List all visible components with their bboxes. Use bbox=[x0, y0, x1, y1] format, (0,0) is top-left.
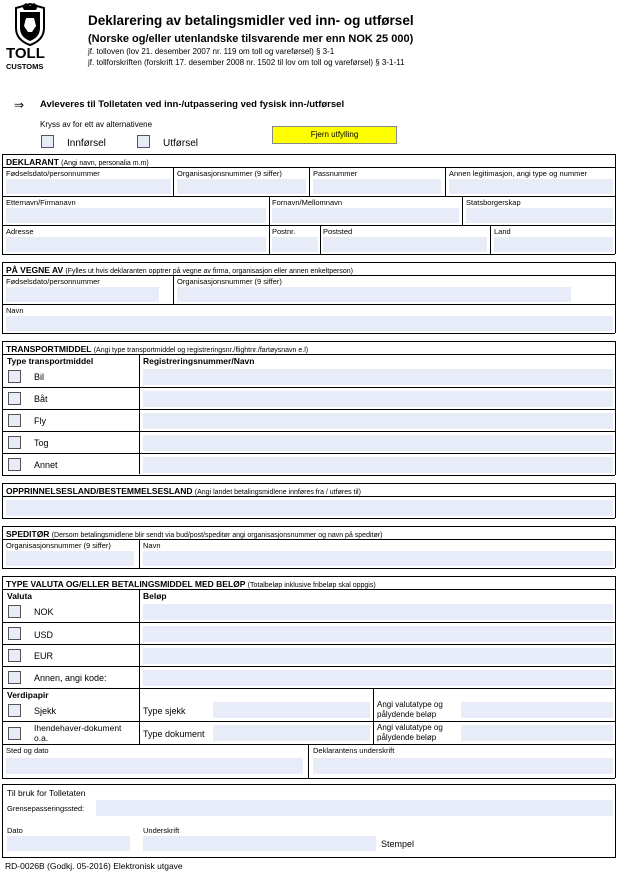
origin-country-field[interactable] bbox=[6, 500, 613, 516]
transport-car-field[interactable] bbox=[143, 369, 613, 385]
declarant-surname-label: Etternavn/Firmanavn bbox=[6, 198, 76, 207]
origin-hint: (Angi landet betalingsmidlene innføres fra / utføres til) bbox=[194, 489, 361, 496]
logo-customs: CUSTOMS bbox=[6, 62, 44, 71]
behalf-org-label: Organisasjonsnummer (9 siffer) bbox=[177, 277, 282, 286]
declarant-firstname-label: Fornavn/Mellomnavn bbox=[272, 198, 343, 207]
currency-usd-checkbox[interactable] bbox=[8, 627, 21, 640]
transport-plane-label: Fly bbox=[34, 416, 46, 426]
declarant-header bbox=[6, 157, 149, 167]
doc-type-label: Type dokument bbox=[143, 729, 205, 739]
forwarder-header bbox=[6, 529, 382, 539]
transport-boat-label: Båt bbox=[34, 394, 48, 404]
import-label: Innførsel bbox=[67, 138, 106, 149]
crossing-field[interactable] bbox=[96, 800, 613, 816]
cheque-currency-label: Angi valutatype og pålydende beløp bbox=[377, 700, 443, 719]
transport-other-field[interactable] bbox=[143, 457, 613, 473]
transport-plane-field[interactable] bbox=[143, 413, 613, 429]
currency-usd-label: USD bbox=[34, 630, 54, 640]
customs-date-label: Dato bbox=[7, 826, 23, 835]
declarant-org-label: Organisasjonsnummer (9 siffer) bbox=[177, 169, 282, 178]
forwarder-hint: (Dersom betalingsmidlene blir sendt via bud/post/speditør angi organisasjonsnummer og navn på speditør) bbox=[51, 532, 383, 539]
transport-car-checkbox[interactable] bbox=[8, 370, 21, 383]
legal-ref-2: jf. tollforskriften (forskrift 17. desember 2008 nr. 1502 til lov om toll og vareførsel) § 3-1-11 bbox=[88, 58, 405, 67]
customs-title: Til bruk for Tolletaten bbox=[7, 788, 86, 798]
check-hint: Kryss av for ett av alternativene bbox=[40, 120, 153, 129]
transport-boat-field[interactable] bbox=[143, 391, 613, 407]
coat-of-arms-icon bbox=[8, 2, 52, 46]
currency-col-amount: Beløp bbox=[143, 591, 167, 601]
currency-eur-field[interactable] bbox=[143, 648, 613, 664]
cheque-type-label: Type sjekk bbox=[143, 706, 186, 716]
customs-date-field[interactable] bbox=[7, 836, 130, 851]
place-date-label: Sted og dato bbox=[6, 746, 49, 755]
declarant-firstname-field[interactable] bbox=[272, 208, 459, 223]
currency-other-checkbox[interactable] bbox=[8, 671, 21, 684]
stamp-label: Stempel bbox=[381, 839, 415, 849]
origin-title: OPPRINNELSESLAND/BESTEMMELSESLAND bbox=[6, 486, 193, 496]
currency-eur-checkbox[interactable] bbox=[8, 649, 21, 662]
transport-train-label: Tog bbox=[34, 438, 49, 448]
declarant-citizenship-field[interactable] bbox=[466, 208, 613, 223]
currency-nok-field[interactable] bbox=[143, 604, 613, 620]
currency-other-label: Annen, angi kode: bbox=[34, 673, 107, 683]
behalf-org-field[interactable] bbox=[177, 287, 571, 302]
declarant-hint: (Angi navn, personalia m.m) bbox=[61, 160, 149, 167]
clear-form-button[interactable]: Fjern utfylling bbox=[272, 126, 397, 144]
currency-eur-label: EUR bbox=[34, 651, 54, 661]
doc-currency-label: Angi valutatype og pålydende beløp bbox=[377, 723, 443, 742]
currency-nok-label: NOK bbox=[34, 607, 54, 617]
declarant-postno-field[interactable] bbox=[272, 237, 318, 252]
currency-col-valuta: Valuta bbox=[7, 591, 33, 601]
currency-other-field[interactable] bbox=[143, 670, 613, 686]
currency-header bbox=[6, 579, 376, 589]
declarant-org-field[interactable] bbox=[177, 179, 306, 194]
logo-toll: TOLL bbox=[6, 45, 45, 62]
transport-train-field[interactable] bbox=[143, 435, 613, 451]
cheque-checkbox[interactable] bbox=[8, 704, 21, 717]
declarant-birth-label: Fødselsdato/personnummer bbox=[6, 169, 100, 178]
transport-header bbox=[6, 344, 308, 354]
cheque-type-field[interactable] bbox=[213, 702, 370, 718]
behalf-hint: (Fylles ut hvis deklaranten opptrer på vegne av firma, organisasjon eller annen enkeltperson) bbox=[65, 268, 353, 275]
currency-hint: (Totalbeløp inklusive fribeløp skal oppgis) bbox=[247, 582, 376, 589]
cheque-currency-field[interactable] bbox=[461, 702, 613, 718]
page-subtitle: (Norske og/eller utenlandske tilsvarende mer enn NOK 25 000) bbox=[88, 33, 414, 45]
declarant-city-label: Poststed bbox=[323, 227, 353, 236]
declarant-country-label: Land bbox=[494, 227, 511, 236]
crossing-label: Grensepasseringssted: bbox=[7, 804, 85, 813]
transport-col-type: Type transportmiddel bbox=[7, 356, 94, 366]
forwarder-title: SPEDITØR bbox=[6, 529, 50, 539]
behalf-title: PÅ VEGNE AV bbox=[6, 265, 64, 275]
place-date-field[interactable] bbox=[6, 758, 303, 774]
currency-usd-field[interactable] bbox=[143, 626, 613, 642]
declarant-country-field[interactable] bbox=[494, 237, 613, 252]
declarant-title: DEKLARANT bbox=[6, 157, 59, 167]
forwarder-org-field[interactable] bbox=[6, 551, 134, 566]
transport-plane-checkbox[interactable] bbox=[8, 414, 21, 427]
export-label: Utførsel bbox=[163, 138, 198, 149]
declarant-birth-field[interactable] bbox=[6, 179, 171, 194]
behalf-birth-field[interactable] bbox=[6, 287, 159, 302]
transport-car-label: Bil bbox=[34, 372, 45, 382]
cheque-label: Sjekk bbox=[34, 706, 57, 716]
declarant-surname-field[interactable] bbox=[6, 208, 266, 223]
bearer-checkbox[interactable] bbox=[8, 727, 21, 740]
currency-title: TYPE VALUTA OG/ELLER BETALINGSMIDDEL MED BELØP bbox=[6, 579, 246, 589]
doc-type-field[interactable] bbox=[213, 725, 370, 741]
arrow-icon: ⇒ bbox=[14, 98, 25, 112]
currency-nok-checkbox[interactable] bbox=[8, 605, 21, 618]
deliver-instruction: Avleveres til Tolletaten ved inn-/utpassering ved fysisk inn-/utførsel bbox=[40, 99, 345, 110]
declarant-signature-field[interactable] bbox=[313, 758, 613, 774]
form-footer: RD-0026B (Godkj. 05-2016) Elektronisk utgave bbox=[5, 861, 183, 871]
customs-signature-label: Underskrift bbox=[143, 826, 180, 835]
declarant-citizenship-label: Statsborgerskap bbox=[466, 198, 521, 207]
declarant-city-field[interactable] bbox=[323, 237, 487, 252]
behalf-birth-label: Fødselsdato/personnummer bbox=[6, 277, 100, 286]
legal-ref-1: jf. tolloven (lov 21. desember 2007 nr. 119 om toll og vareførsel) § 3-1 bbox=[88, 47, 335, 56]
declarant-otherid-label: Annen legitimasjon, angi type og nummer bbox=[449, 169, 587, 178]
declarant-otherid-field[interactable] bbox=[449, 179, 613, 194]
transport-hint: (Angi type transportmiddel og registreringsnr./flightnr./fartøysnavn e.l) bbox=[93, 347, 309, 354]
customs-signature-field[interactable] bbox=[143, 836, 376, 851]
forwarder-org-label: Organisasjonsnummer (9 siffer) bbox=[6, 541, 111, 550]
declarant-address-field[interactable] bbox=[6, 237, 266, 252]
behalf-name-field[interactable] bbox=[6, 316, 613, 331]
forwarder-name-field[interactable] bbox=[143, 551, 613, 566]
declarant-passport-label: Passnummer bbox=[313, 169, 358, 178]
declarant-signature-label: Deklarantens underskrift bbox=[313, 746, 395, 755]
forwarder-name-label: Navn bbox=[143, 541, 161, 550]
import-checkbox[interactable] bbox=[41, 135, 54, 148]
declarant-address-label: Adresse bbox=[6, 227, 34, 236]
declarant-postno-label: Postnr. bbox=[272, 227, 296, 236]
transport-other-checkbox[interactable] bbox=[8, 458, 21, 471]
export-checkbox[interactable] bbox=[137, 135, 150, 148]
securities-title: Verdipapir bbox=[7, 690, 49, 700]
transport-col-reg: Registreringsnummer/Navn bbox=[143, 356, 255, 366]
transport-train-checkbox[interactable] bbox=[8, 436, 21, 449]
transport-title: TRANSPORTMIDDEL bbox=[6, 344, 92, 354]
declarant-passport-field[interactable] bbox=[313, 179, 441, 194]
origin-header bbox=[6, 486, 361, 496]
transport-other-label: Annet bbox=[34, 460, 58, 470]
page-title: Deklarering av betalingsmidler ved inn- og utførsel bbox=[88, 13, 414, 28]
behalf-name-label: Navn bbox=[6, 306, 24, 315]
doc-currency-field[interactable] bbox=[461, 725, 613, 741]
toll-logo bbox=[4, 2, 54, 74]
behalf-header bbox=[6, 265, 353, 275]
transport-boat-checkbox[interactable] bbox=[8, 392, 21, 405]
bearer-label: Ihendehaver-dokument o.a. bbox=[34, 723, 122, 743]
